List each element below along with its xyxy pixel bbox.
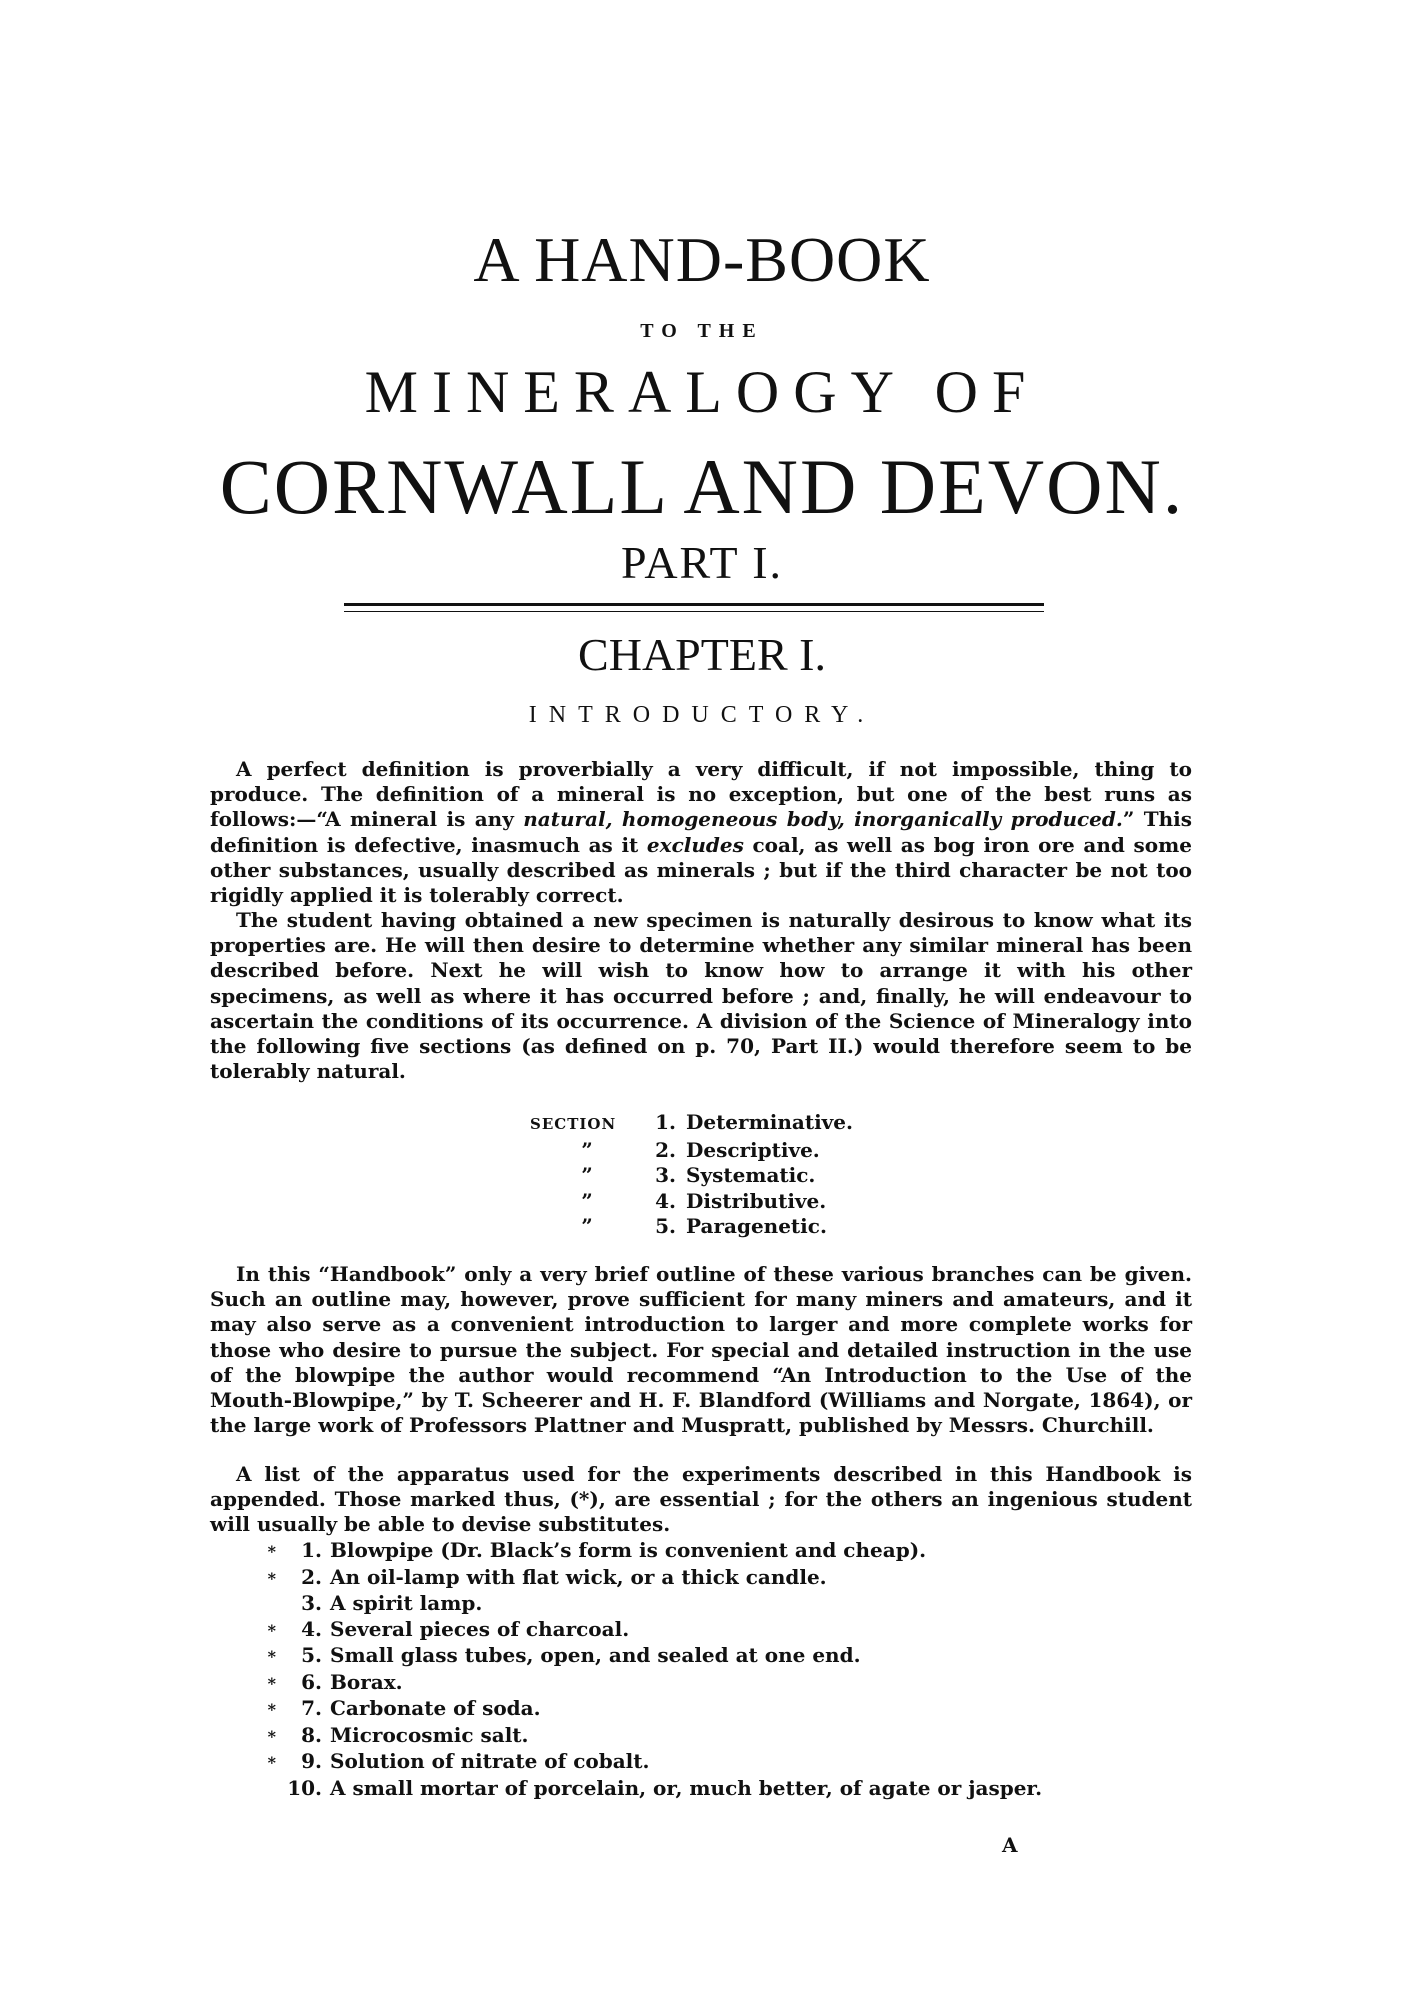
apparatus-text: Several pieces of charcoal.: [330, 1616, 630, 1641]
essential-asterisk: *: [267, 1726, 276, 1746]
section-name: Paragenetic.: [686, 1214, 827, 1238]
section-ditto-mark: ”: [581, 1137, 593, 1162]
title-line-to-the: TO THE: [640, 320, 764, 342]
paragraph-handbook-outline: In this “Handbook” only a very brief outline of these various branches can be given. Such an outline may, however, prove sufficient for many miners and amateurs, and it may also serve as a convenient introduction to larger and more complete works for those who desire to pursue the subject. For special and detailed instruction in the use of the blowpipe the author would recommend “An Introduction to the Use of the Mouth-Blowpipe,” by T. Scheerer and H. F. Blandford (Williams and Norgate, 1864), or the large work of Professors Plattner and Muspratt, published by Messrs. Churchill.: [210, 1262, 1192, 1438]
apparatus-text: An oil-lamp with flat wick, or a thick candle.: [330, 1564, 827, 1589]
section-name: Systematic.: [686, 1163, 816, 1187]
section-number: 1.: [655, 1110, 676, 1134]
section-ditto-mark: ”: [581, 1188, 593, 1213]
section-ditto-mark: ”: [581, 1163, 593, 1187]
paragraph-definition-italic-1: natural, homogeneous body, inorganically produced.: [523, 807, 1123, 832]
section-row: [530, 1214, 1030, 1240]
apparatus-number: 4.: [301, 1616, 322, 1641]
paragraph-student: The student having obtained a new specimen is naturally desirous to know what its properties are. He will then desire to determine whether any similar mineral has been described before. Next he will wish to know how to arrange it with his other specimens, as well as where it has occurred before ; and, finally, he will endeavour to ascertain the conditions of its occurrence. A division of the Science of Mineralogy into the following five sections (as defined on p. 70, Part II.) would therefore seem to be tolerably natural.: [210, 908, 1192, 1084]
apparatus-number: 2.: [301, 1564, 322, 1589]
apparatus-text: Carbonate of soda.: [330, 1696, 541, 1720]
essential-asterisk: *: [267, 1647, 276, 1666]
apparatus-number: 7.: [301, 1696, 322, 1720]
paragraph-definition-part-3: coal, as well as bog iron ore and some other substances, usually described as minerals ; but if the third character be not too rigidly applied it is tolerably correct.: [210, 832, 1192, 908]
apparatus-number: 6.: [301, 1669, 322, 1694]
sections-list: [530, 1110, 1030, 1240]
section-prefix: SECTION: [530, 1115, 617, 1133]
paragraph-apparatus-intro: A list of the apparatus used for the experiments described in this Handbook is appended. Those marked thus, (*), are essential ; for the others an ingenious student will usually be able to devise substitutes.: [210, 1462, 1192, 1537]
section-number: 4.: [655, 1188, 676, 1213]
apparatus-text: Blowpipe (Dr. Black’s form is convenient and cheap).: [330, 1538, 927, 1562]
paragraph-definition-part-1: A perfect definition is proverbially a very difficult, if not impossible, thing to produce. The definition of a mineral is no exception, but one of the best runs as follows:—“A mineral is any: [210, 757, 1192, 832]
title-line-mineralogy: MINERALOGY OF: [364, 359, 1040, 425]
title-line-handbook: A HAND-BOOK: [473, 224, 931, 295]
chapter-heading: CHAPTER I.: [578, 629, 826, 680]
section-name: Determinative.: [686, 1110, 853, 1134]
double-rule-divider: [344, 603, 1044, 612]
apparatus-text: A small mortar of porcelain, or, much better, of agate or jasper.: [330, 1775, 1043, 1800]
apparatus-text: Solution of nitrate of cobalt.: [330, 1749, 650, 1773]
essential-asterisk: *: [267, 1542, 276, 1561]
apparatus-number: 1.: [301, 1538, 322, 1562]
section-number: 2.: [655, 1137, 676, 1162]
apparatus-number: 5.: [301, 1643, 322, 1667]
section-number: 3.: [655, 1163, 676, 1187]
apparatus-text: Small glass tubes, open, and sealed at one end.: [330, 1643, 861, 1667]
apparatus-number: 3.: [301, 1591, 322, 1615]
section-row: [530, 1163, 1030, 1189]
essential-asterisk: *: [267, 1673, 276, 1693]
essential-asterisk: *: [267, 1568, 276, 1588]
apparatus-item: [258, 1776, 1158, 1802]
section-ditto-mark: ”: [581, 1214, 593, 1238]
apparatus-text: Microcosmic salt.: [330, 1722, 529, 1747]
apparatus-number: 8.: [301, 1722, 322, 1747]
printer-signature-mark: A: [1002, 1833, 1018, 1857]
section-number: 5.: [655, 1214, 676, 1238]
essential-asterisk: *: [267, 1753, 276, 1772]
apparatus-text: Borax.: [330, 1669, 403, 1694]
apparatus-number: 9.: [301, 1749, 322, 1773]
paragraph-definition-part-2: ” This definition is defective, inasmuch as it: [210, 807, 1193, 857]
part-heading: PART I.: [620, 537, 784, 588]
apparatus-item: [258, 1670, 1158, 1697]
section-row: [530, 1138, 1030, 1164]
apparatus-list: [258, 1538, 1158, 1801]
title-line-cornwall-devon: CORNWALL AND DEVON.: [219, 443, 1185, 530]
apparatus-item: [258, 1643, 1158, 1670]
apparatus-item: [258, 1538, 1158, 1565]
apparatus-item: [258, 1723, 1158, 1750]
apparatus-item: [258, 1565, 1158, 1592]
apparatus-text: A spirit lamp.: [330, 1591, 483, 1615]
essential-asterisk: *: [267, 1620, 276, 1640]
paragraph-definition: [210, 757, 1192, 908]
paragraph-definition-italic-2: excludes: [646, 832, 744, 857]
chapter-subheading: INTRODUCTORY.: [528, 702, 876, 728]
essential-asterisk: *: [267, 1700, 276, 1719]
apparatus-number: 10.: [287, 1775, 322, 1800]
apparatus-item: [258, 1696, 1158, 1723]
section-name: Descriptive.: [686, 1137, 820, 1162]
section-row: [530, 1189, 1030, 1215]
apparatus-item: [258, 1591, 1158, 1617]
section-name: Distributive.: [686, 1188, 827, 1213]
apparatus-item: [258, 1749, 1158, 1776]
section-row: [530, 1110, 1030, 1138]
apparatus-item: [258, 1617, 1158, 1644]
